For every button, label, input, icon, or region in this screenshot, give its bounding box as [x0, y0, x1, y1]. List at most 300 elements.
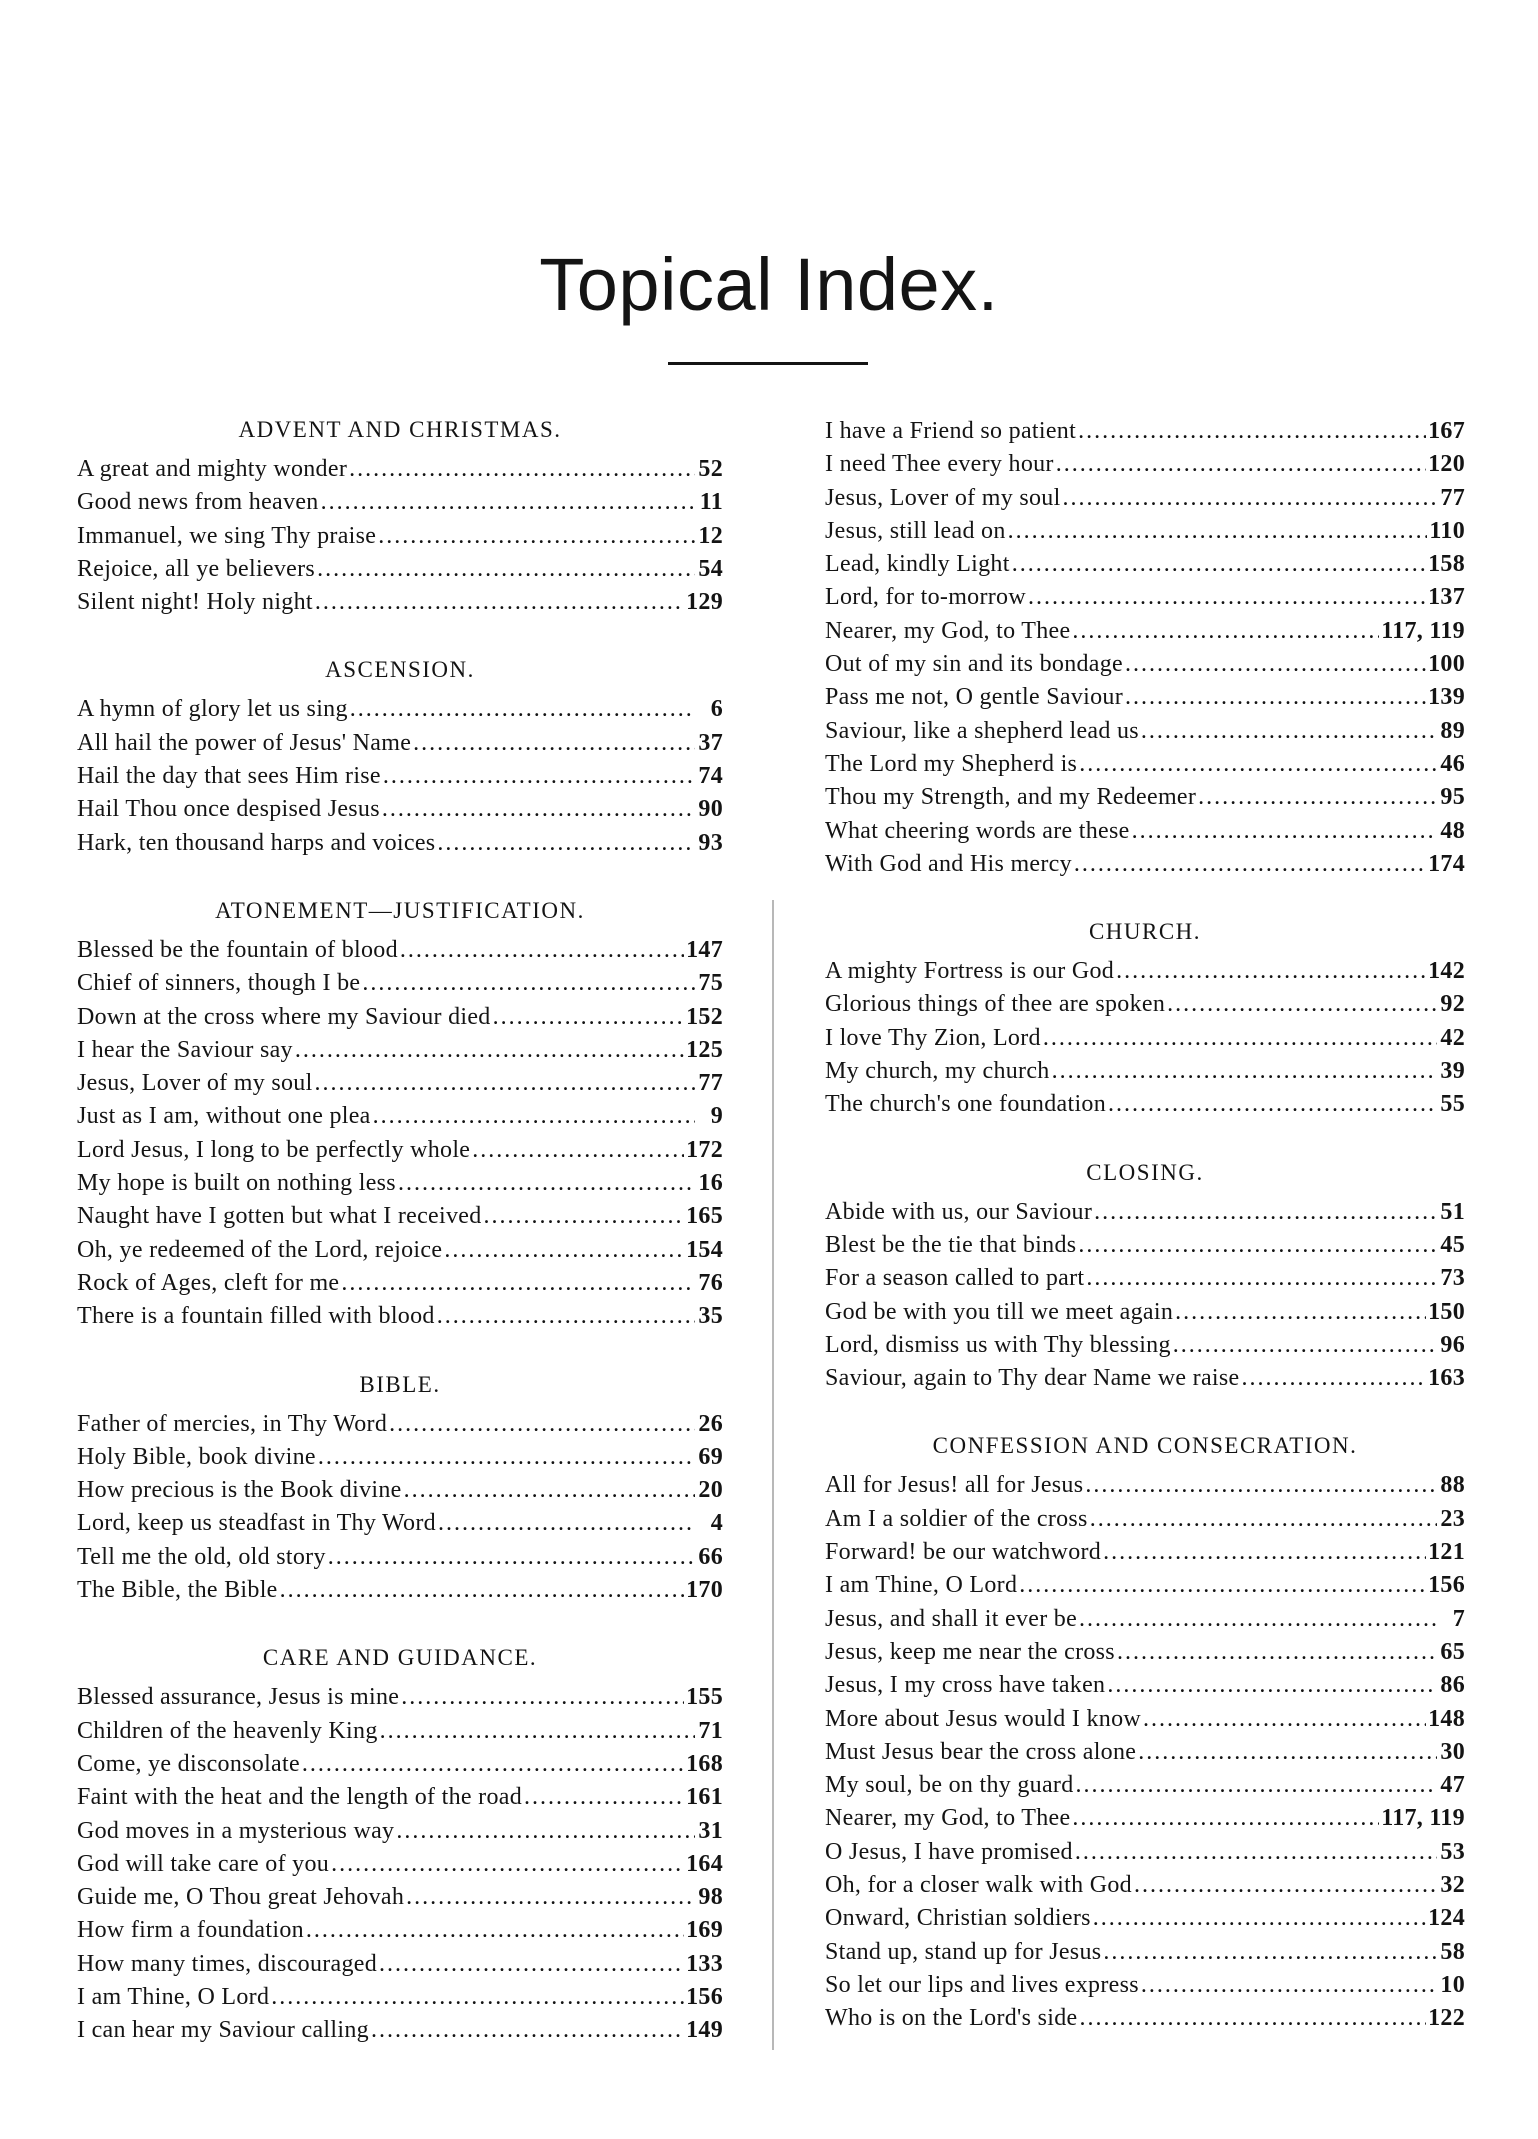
- page-number: 6: [710, 696, 723, 723]
- page-number: 124: [1428, 1905, 1465, 1932]
- dot-leader: [437, 827, 695, 860]
- hymn-title: Lord, for to-morrow: [825, 584, 1026, 611]
- index-entry: [825, 1969, 1465, 2002]
- page-number: 164: [686, 1850, 723, 1877]
- hymn-title: Oh, ye redeemed of the Lord, rejoice: [77, 1236, 443, 1263]
- section-heading: BIBLE.: [359, 1371, 441, 1397]
- page-number: 48: [1440, 817, 1465, 844]
- hymn-title: Jesus, keep me near the cross: [825, 1638, 1115, 1665]
- page-number: 139: [1428, 684, 1465, 711]
- page-number: 129: [686, 589, 723, 616]
- page-number: 35: [698, 1303, 723, 1330]
- hymn-title: Saviour, again to Thy dear Name we raise: [825, 1365, 1240, 1392]
- hymn-title: A hymn of glory let us sing: [77, 696, 348, 723]
- index-entry: [77, 1474, 723, 1507]
- hymn-title: I am Thine, O Lord: [77, 1983, 270, 2010]
- page-number: 47: [1440, 1772, 1465, 1799]
- index-entry: [825, 581, 1465, 614]
- page-number: 147: [686, 936, 723, 963]
- hymn-title: God moves in a mysterious way: [77, 1817, 395, 1844]
- column-divider: [772, 900, 774, 2050]
- dot-leader: [484, 1200, 685, 1233]
- index-entry: [825, 781, 1465, 814]
- index-entry: [825, 1902, 1465, 1935]
- page-number: 121: [1428, 1539, 1465, 1566]
- page-number: 150: [1428, 1298, 1465, 1325]
- index-entry: [77, 1200, 723, 1233]
- index-entry: [825, 615, 1465, 648]
- dot-leader: [378, 520, 695, 553]
- section-heading: CONFESSION AND CONSECRATION.: [932, 1433, 1358, 1459]
- page-number: 53: [1440, 1838, 1465, 1865]
- hymn-title: The church's one foundation: [825, 1091, 1107, 1118]
- index-entry: [825, 1669, 1465, 1702]
- hymn-title: Forward! be our watchword: [825, 1539, 1102, 1566]
- dot-leader: [1125, 648, 1426, 681]
- hymn-title: Saviour, like a shepherd lead us: [825, 717, 1139, 744]
- index-entry: [77, 453, 723, 486]
- page-number: 100: [1428, 651, 1465, 678]
- right-column: [825, 415, 1465, 2035]
- page-number: 42: [1440, 1024, 1465, 1051]
- dot-leader: [1078, 1229, 1437, 1262]
- index-entry: [77, 760, 723, 793]
- hymn-title: I can hear my Saviour calling: [77, 2017, 369, 2044]
- dot-leader: [315, 586, 684, 619]
- page-number: 51: [1440, 1198, 1465, 1225]
- index-entry: [77, 1848, 723, 1881]
- index-entry: [825, 548, 1465, 581]
- hymn-title: Immanuel, we sing Thy praise: [77, 522, 377, 549]
- page-number: 55: [1440, 1091, 1465, 1118]
- page-number: 161: [686, 1784, 723, 1811]
- dot-leader: [383, 760, 695, 793]
- index-entry: [77, 827, 723, 860]
- index-entry: [825, 1296, 1465, 1329]
- index-entry: [825, 1769, 1465, 1802]
- hymn-title: How precious is the Book divine: [77, 1477, 402, 1504]
- index-entry: [825, 681, 1465, 714]
- page-number: 93: [698, 829, 723, 856]
- hymn-title: Holy Bible, book divine: [77, 1443, 316, 1470]
- dot-leader: [493, 1001, 684, 1034]
- dot-leader: [271, 1981, 684, 2014]
- index-entry: [825, 448, 1465, 481]
- dot-leader: [1141, 715, 1437, 748]
- index-section-atonement-justification: [77, 896, 723, 1334]
- page-number: 30: [1440, 1738, 1465, 1765]
- dot-leader: [350, 693, 695, 726]
- hymn-title: God will take care of you: [77, 1850, 330, 1877]
- index-entry: [825, 1262, 1465, 1295]
- page-number: 52: [698, 456, 723, 482]
- index-entry: [825, 1022, 1465, 1055]
- page-number: 54: [698, 555, 723, 582]
- page-number: 149: [686, 2017, 723, 2044]
- index-entry: [825, 815, 1465, 848]
- section-heading: ATONEMENT—JUSTIFICATION.: [215, 897, 585, 923]
- hymn-title: So let our lips and lives express: [825, 1971, 1139, 1998]
- page-number: 174: [1428, 850, 1465, 877]
- hymn-title: Chief of sinners, though I be: [77, 970, 361, 997]
- page-number: 73: [1440, 1265, 1465, 1292]
- page-number: 9: [710, 1103, 723, 1130]
- index-entry: [77, 1034, 723, 1067]
- hymn-title: Who is on the Lord's side: [825, 2005, 1078, 2032]
- section-spacer: [825, 881, 1465, 917]
- hymn-title: Pass me not, O gentle Saviour: [825, 684, 1124, 711]
- page-number: 75: [698, 970, 723, 997]
- dot-leader: [1086, 1262, 1437, 1295]
- section-spacer: [77, 1607, 723, 1643]
- dot-leader: [1241, 1362, 1426, 1395]
- dot-leader: [1167, 988, 1437, 1021]
- hymn-title: For a season called to part: [825, 1265, 1085, 1292]
- dot-leader: [1079, 2002, 1426, 2035]
- hymn-title: Jesus, and shall it ever be: [825, 1605, 1078, 1632]
- hymn-title: The Lord my Shepherd is: [825, 750, 1078, 777]
- dot-leader: [1072, 615, 1379, 648]
- index-entry: [825, 482, 1465, 515]
- dot-leader: [524, 1781, 684, 1814]
- dot-leader: [382, 793, 695, 826]
- index-entry: [77, 1748, 723, 1781]
- index-entry: [825, 1536, 1465, 1569]
- page-number: 117, 119: [1381, 1805, 1465, 1832]
- hymn-title: My hope is built on nothing less: [77, 1170, 396, 1197]
- page-number: 125: [686, 1036, 723, 1063]
- hymn-title: With God and His mercy: [825, 850, 1072, 877]
- dot-leader: [406, 1881, 695, 1914]
- index-entry: [825, 1088, 1465, 1121]
- dot-leader: [1078, 415, 1426, 448]
- index-entry: [825, 848, 1465, 881]
- hymn-title: Jesus, Lover of my soul: [825, 484, 1061, 511]
- page-number: 74: [698, 763, 723, 790]
- page-number: 90: [698, 796, 723, 823]
- index-entry: [77, 486, 723, 519]
- dot-leader: [295, 1034, 684, 1067]
- hymn-title: Faint with the heat and the length of the road: [77, 1784, 523, 1811]
- index-entry: [825, 648, 1465, 681]
- index-entry: [77, 1881, 723, 1914]
- index-entry: [77, 1914, 723, 1947]
- page-number: 26: [698, 1410, 723, 1437]
- dot-leader: [401, 1681, 684, 1714]
- index-entry: [825, 1603, 1465, 1636]
- page-number: 133: [686, 1950, 723, 1977]
- index-entry: [825, 1836, 1465, 1869]
- dot-leader: [1079, 748, 1437, 781]
- dot-leader: [1052, 1055, 1437, 1088]
- page-number: 71: [698, 1717, 723, 1744]
- index-entry: [77, 1948, 723, 1981]
- index-entry: [825, 1869, 1465, 1902]
- page-number: 117, 119: [1381, 617, 1465, 644]
- hymn-title: Down at the cross where my Saviour died: [77, 1003, 491, 1030]
- dot-leader: [318, 1441, 695, 1474]
- index-entry: [825, 748, 1465, 781]
- section-heading: CARE AND GUIDANCE.: [262, 1645, 538, 1671]
- page-number: 76: [698, 1269, 723, 1296]
- page-number: 137: [1428, 584, 1465, 611]
- dot-leader: [1198, 781, 1437, 814]
- dot-leader: [371, 2014, 684, 2047]
- index-section-bible: [77, 1370, 723, 1608]
- hymn-title: Must Jesus bear the cross alone: [825, 1738, 1137, 1765]
- index-section-ascension: [77, 655, 723, 859]
- hymn-title: Onward, Christian soldiers: [825, 1905, 1091, 1932]
- index-entry: [77, 586, 723, 619]
- hymn-title: I love Thy Zion, Lord: [825, 1024, 1041, 1051]
- index-entry: [825, 1362, 1465, 1395]
- page-number: 92: [1440, 991, 1465, 1018]
- hymn-title: Lord, keep us steadfast in Thy Word: [77, 1510, 436, 1537]
- dot-leader: [362, 967, 695, 1000]
- dot-leader: [302, 1748, 684, 1781]
- index-entry: [825, 1229, 1465, 1262]
- page-number: 142: [1428, 958, 1465, 985]
- index-entry: [77, 1574, 723, 1607]
- page-number: 46: [1440, 750, 1465, 777]
- index-entry: [77, 1167, 723, 1200]
- index-entry: [825, 1196, 1465, 1229]
- dot-leader: [1063, 482, 1437, 515]
- hymn-title: All hail the power of Jesus' Name: [77, 729, 412, 756]
- dot-leader: [389, 1408, 695, 1441]
- hymn-title: Out of my sin and its bondage: [825, 651, 1124, 678]
- dot-leader: [1043, 1022, 1437, 1055]
- index-entry: [825, 1703, 1465, 1736]
- hymn-title: The Bible, the Bible: [77, 1577, 278, 1604]
- hymn-title: A great and mighty wonder: [77, 456, 348, 482]
- dot-leader: [317, 553, 695, 586]
- dot-leader: [1093, 1902, 1426, 1935]
- page-number: 65: [1440, 1638, 1465, 1665]
- dot-leader: [472, 1134, 684, 1167]
- index-section-confession-and-consecration: [825, 1431, 1465, 2035]
- hymn-title: There is a fountain filled with blood: [77, 1303, 435, 1330]
- dot-leader: [1125, 681, 1426, 714]
- hymn-title: Father of mercies, in Thy Word: [77, 1410, 388, 1437]
- dot-leader: [1075, 1836, 1437, 1869]
- page-number: 7: [1452, 1605, 1465, 1632]
- hymn-title: How many times, discouraged: [77, 1950, 378, 1977]
- hymn-title: O Jesus, I have promised: [825, 1838, 1073, 1865]
- page-number: 77: [1440, 484, 1465, 511]
- dot-leader: [379, 1948, 684, 1981]
- hymn-title: Lord Jesus, I long to be perfectly whole: [77, 1136, 471, 1163]
- hymn-title: My church, my church: [825, 1058, 1050, 1085]
- hymn-title: Glorious things of thee are spoken: [825, 991, 1166, 1018]
- hymn-title: Jesus, I my cross have taken: [825, 1672, 1106, 1699]
- page-number: 155: [686, 1684, 723, 1711]
- dot-leader: [331, 1848, 684, 1881]
- hymn-title: All for Jesus! all for Jesus: [825, 1472, 1084, 1499]
- dot-leader: [1008, 515, 1428, 548]
- dot-leader: [280, 1574, 684, 1607]
- dot-leader: [1074, 848, 1426, 881]
- hymn-title: Thou my Strength, and my Redeemer: [825, 784, 1197, 811]
- index-entry: [77, 693, 723, 726]
- hymn-title: Hail the day that sees Him rise: [77, 763, 381, 790]
- dot-leader: [1138, 1736, 1437, 1769]
- page-number: 31: [698, 1817, 723, 1844]
- index-entry: [77, 1441, 723, 1474]
- page-number: 86: [1440, 1672, 1465, 1699]
- hymn-title: God be with you till we meet again: [825, 1298, 1174, 1325]
- hymn-title: Hark, ten thousand harps and voices: [77, 829, 436, 856]
- page-number: 169: [686, 1917, 723, 1944]
- page-number: 158: [1428, 551, 1465, 578]
- page-number: 23: [1440, 1505, 1465, 1532]
- page-number: 172: [686, 1136, 723, 1163]
- hymn-title: Silent night! Holy night: [77, 589, 313, 616]
- dot-leader: [1072, 1802, 1379, 1835]
- index-entry: [77, 1134, 723, 1167]
- page-number: 120: [1428, 451, 1465, 478]
- hymn-title: Abide with us, our Saviour: [825, 1198, 1093, 1225]
- index-entry: [825, 1503, 1465, 1536]
- dot-leader: [341, 1267, 695, 1300]
- index-entry: [825, 1329, 1465, 1362]
- page-number: 122: [1428, 2005, 1465, 2032]
- index-entry: [825, 988, 1465, 1021]
- index-entry: [77, 1234, 723, 1267]
- dot-leader: [437, 1300, 695, 1333]
- dot-leader: [413, 727, 695, 760]
- hymn-title: How firm a foundation: [77, 1917, 304, 1944]
- page-number: 12: [698, 522, 723, 549]
- page-number: 69: [698, 1443, 723, 1470]
- index-entry: [825, 515, 1465, 548]
- page-number: 88: [1440, 1472, 1465, 1499]
- hymn-title: Am I a soldier of the cross: [825, 1505, 1088, 1532]
- page-number: 170: [686, 1577, 723, 1604]
- dot-leader: [1143, 1703, 1426, 1736]
- hymn-title: Oh, for a closer walk with God: [825, 1871, 1132, 1898]
- index-section-continued: [825, 415, 1465, 881]
- section-spacer: [825, 1122, 1465, 1158]
- hymn-title: Come, ye disconsolate: [77, 1750, 300, 1777]
- dot-leader: [400, 934, 684, 967]
- dot-leader: [396, 1815, 695, 1848]
- page-number: 89: [1440, 717, 1465, 744]
- hymn-title: More about Jesus would I know: [825, 1705, 1142, 1732]
- page-number: 96: [1440, 1331, 1465, 1358]
- hymn-title: What cheering words are these: [825, 817, 1130, 844]
- index-section-care-and-guidance: [77, 1643, 723, 2047]
- page-number: 152: [686, 1003, 723, 1030]
- title-rule: [668, 362, 868, 365]
- dot-leader: [1103, 1936, 1437, 1969]
- hymn-title: Jesus, Lover of my soul: [77, 1070, 313, 1097]
- page-number: 37: [698, 729, 723, 756]
- index-entry: [825, 1569, 1465, 1602]
- dot-leader: [315, 1067, 695, 1100]
- index-entry: [77, 1408, 723, 1441]
- page-number: 16: [698, 1170, 723, 1197]
- dot-leader: [1056, 448, 1426, 481]
- dot-leader: [328, 1541, 695, 1574]
- dot-leader: [398, 1167, 695, 1200]
- index-section-closing: [825, 1158, 1465, 1396]
- section-spacer: [825, 1395, 1465, 1431]
- page-number: 110: [1429, 517, 1465, 544]
- page-number: 168: [686, 1750, 723, 1777]
- section-spacer: [77, 860, 723, 896]
- dot-leader: [373, 1100, 695, 1133]
- index-entry: [825, 1055, 1465, 1088]
- hymn-title: Stand up, stand up for Jesus: [825, 1938, 1102, 1965]
- index-entry: [77, 1681, 723, 1714]
- hymn-title: Blessed be the fountain of blood: [77, 936, 398, 963]
- index-entry: [77, 1541, 723, 1574]
- index-entry: [77, 727, 723, 760]
- dot-leader: [1090, 1503, 1437, 1536]
- dot-leader: [1012, 548, 1426, 581]
- page-number: 11: [699, 489, 723, 516]
- index-entry: [77, 2014, 723, 2047]
- hymn-title: Rejoice, all ye believers: [77, 555, 316, 582]
- dot-leader: [1108, 1088, 1437, 1121]
- dot-leader: [1132, 815, 1437, 848]
- index-entry: [77, 1001, 723, 1034]
- hymn-title: Lead, kindly Light: [825, 551, 1010, 578]
- hymn-title: I need Thee every hour: [825, 451, 1054, 478]
- hymn-title: My soul, be on thy guard: [825, 1772, 1074, 1799]
- page-number: 165: [686, 1203, 723, 1230]
- dot-leader: [1085, 1469, 1437, 1502]
- hymn-title: Jesus, still lead on: [825, 517, 1006, 544]
- hymn-title: Tell me the old, old story: [77, 1543, 326, 1570]
- dot-leader: [438, 1507, 695, 1540]
- hymn-title: Nearer, my God, to Thee: [825, 617, 1071, 644]
- index-entry: [77, 1781, 723, 1814]
- page-number: 4: [710, 1510, 723, 1537]
- dot-leader: [1141, 1969, 1437, 2002]
- index-entry: [825, 1469, 1465, 1502]
- index-entry: [825, 955, 1465, 988]
- index-entry: [825, 1936, 1465, 1969]
- hymn-title: I have a Friend so patient: [825, 418, 1077, 444]
- page-number: 154: [686, 1236, 723, 1263]
- left-column: [77, 415, 723, 2048]
- index-entry: [77, 1981, 723, 2014]
- page-number: 20: [698, 1477, 723, 1504]
- page-number: 58: [1440, 1938, 1465, 1965]
- index-entry: [825, 1636, 1465, 1669]
- page-number: 95: [1440, 784, 1465, 811]
- dot-leader: [1028, 581, 1426, 614]
- index-entry: [825, 1802, 1465, 1835]
- hymn-title: Blessed assurance, Jesus is mine: [77, 1684, 400, 1711]
- page-number: 167: [1428, 418, 1465, 444]
- page-number: 45: [1440, 1231, 1465, 1258]
- dot-leader: [380, 1715, 695, 1748]
- dot-leader: [1019, 1569, 1426, 1602]
- index-entry: [77, 553, 723, 586]
- page-number: 32: [1440, 1871, 1465, 1898]
- dot-leader: [1175, 1296, 1426, 1329]
- page-number: 77: [698, 1070, 723, 1097]
- hymn-title: Hail Thou once despised Jesus: [77, 796, 380, 823]
- page-number: 66: [698, 1543, 723, 1570]
- hymn-title: Guide me, O Thou great Jehovah: [77, 1884, 405, 1911]
- page-number: 39: [1440, 1058, 1465, 1085]
- index-section-advent-and-christmas: [77, 415, 723, 619]
- dot-leader: [1107, 1669, 1437, 1702]
